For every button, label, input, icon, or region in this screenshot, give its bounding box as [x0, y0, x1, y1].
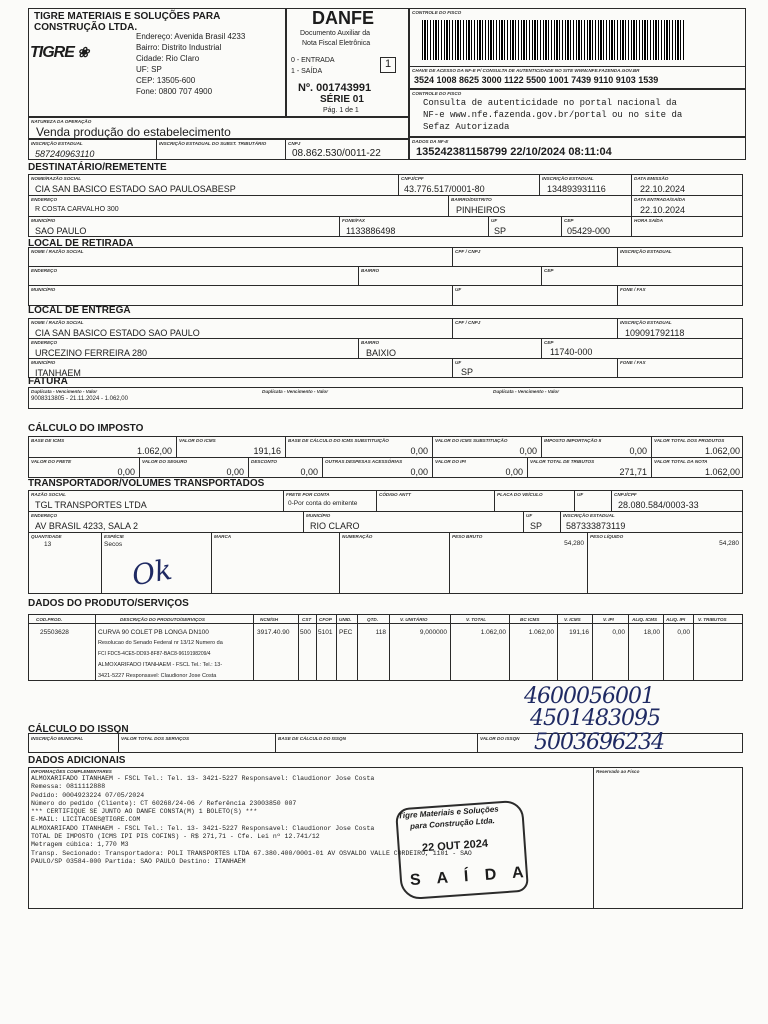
controle-label-2: CONTROLE DO FISCO [412, 91, 462, 96]
cell-vipi: 0,00 [612, 629, 625, 636]
dest-ie-label: INSCRIÇÃO ESTADUAL [542, 176, 594, 181]
consulta-line3: Sefaz Autorizada [423, 122, 510, 132]
base-icms-label: BASE DE ICMS [31, 438, 65, 443]
barcode [422, 20, 684, 60]
tr-ie: 587333873119 [566, 521, 626, 531]
stamp-line1: Tigre Materiais e Soluções [397, 804, 499, 821]
imp-v2 [285, 436, 286, 457]
col-cfop: CFOP [319, 617, 332, 622]
ent-ie-label: INSCRIÇÃO ESTADUAL [620, 320, 672, 325]
info-line: Metragem cúbica: 1,770 M3 [31, 841, 129, 849]
dest-uf: SP [494, 226, 507, 236]
dest-ie: 134893931116 [547, 184, 606, 194]
danfe-pagina: Pág. 1 de 1 [323, 107, 359, 114]
ent-nome: CIA SAN BASICO ESTADO SAO PAULO [35, 328, 200, 338]
emitente-cidade: Cidade: Rio Claro [136, 54, 200, 63]
seguro-label: VALOR DO SEGURO [142, 459, 188, 464]
ret-v6 [617, 285, 618, 306]
ent-cep-label: CEP [544, 340, 554, 345]
iss-v1 [118, 733, 119, 753]
tr-numeracao-label: NUMERAÇÃO [342, 534, 373, 539]
handwritten-ok: Ok [129, 552, 175, 593]
ret-fone-label: FONE / FAX [620, 287, 646, 292]
col-aliqipi: ALIQ. IPI [666, 617, 686, 622]
dest-v1 [398, 174, 399, 195]
consulta-line2: NF-e www.nfe.fazenda.gov.br/portal ou no site da [423, 110, 683, 120]
desconto-label: DESCONTO [251, 459, 277, 464]
tr-ie-label: INSCRIÇÃO ESTADUAL [563, 513, 615, 518]
tr-bruto-label: PESO BRUTO [452, 534, 483, 539]
desconto: 0,00 [300, 467, 318, 477]
imp-v8 [322, 457, 323, 478]
ie-label: INSCRIÇÃO ESTADUAL [31, 141, 83, 146]
danfe-tipo: 1 [385, 58, 392, 70]
prod-header-line [28, 623, 743, 624]
tr-v1 [283, 490, 284, 511]
emitente-cep: CEP: 13505-600 [136, 76, 196, 85]
cell-desc5: 3421-5227 Responsavel: Claudionor Jose Costa [98, 673, 217, 679]
tr-placa-label: PLACA DO VEÍCULO [497, 492, 543, 497]
prod-v8 [450, 614, 451, 681]
ent-bairro: BAIXIO [366, 348, 397, 358]
prod-v5 [336, 614, 337, 681]
importacao: 0,00 [629, 446, 647, 456]
ret-municipio-label: MUNICÍPIO [31, 287, 56, 292]
tr-v2 [376, 490, 377, 511]
cell-vicms: 191,16 [569, 629, 589, 636]
valor-icms: 191,16 [253, 446, 281, 456]
fatura-label1: Duplicata - Vencimento - Valor [31, 389, 98, 394]
info-line: ALMOXARIFADO ITANHAEM - FSCL Tel.: Tel. 13- 3421-5227 Responsavel: Claudionor Jose Costa [31, 824, 375, 832]
base-st-label: BASE DE CÁLCULO DO ICMS SUBSTITUIÇÃO [288, 438, 389, 443]
prod-v7 [389, 614, 390, 681]
ret-nome-label: NOME / RAZÃO SOCIAL [31, 249, 84, 254]
imp-v9 [432, 457, 433, 478]
dest-fone: 1133886498 [346, 226, 396, 236]
tr-endereco: AV BRASIL 4233, SALA 2 [35, 521, 139, 531]
tr-cnpj: 28.080.584/0003-33 [618, 500, 699, 510]
dest-row-line2 [28, 216, 743, 217]
tr-razao-label: RAZÃO SOCIAL [31, 492, 66, 497]
imp-v4 [541, 436, 542, 457]
fisco-label: Reservado ao Fisco [596, 769, 640, 774]
ret-v1 [452, 247, 453, 266]
prod-v4 [316, 614, 317, 681]
imp-v10 [527, 457, 528, 478]
imp-v3 [432, 436, 433, 457]
ret-v4 [541, 266, 542, 285]
tr-v9 [101, 532, 102, 594]
cell-vunit: 9,000000 [419, 629, 447, 636]
ipi: 0,00 [505, 467, 523, 477]
danfe-entrada: 0 - ENTRADA [291, 57, 335, 64]
cell-qtd: 118 [375, 629, 386, 636]
ie-value: 587240963110 [35, 149, 95, 159]
cnpj-value: 08.862.530/0011-22 [292, 148, 381, 159]
prod-v9 [509, 614, 510, 681]
dest-emissao: 22.10.2024 [640, 184, 686, 194]
cell-cst: 500 [300, 629, 311, 636]
col-ncm: NCM/SH [260, 617, 279, 622]
danfe-subtitle2: Nota Fiscal Eletrônica [302, 40, 371, 47]
info-line: Remessa: 0811112888 [31, 783, 106, 791]
emitente-fone: Fone: 0800 707 4900 [136, 87, 213, 96]
info-line: Número do pedido (Cliente): CT 60268/24-06 / Referência 23003850 007 [31, 799, 297, 807]
ret-bairro-label: BAIRRO [361, 268, 380, 273]
adicionais-heading: DADOS ADICIONAIS [28, 755, 126, 766]
dest-fone-label: FONE/FAX [342, 218, 365, 223]
ent-row-line1 [28, 338, 743, 339]
tr-especie: Secos [104, 541, 123, 548]
tr-v11 [339, 532, 340, 594]
emitente-endereco: Endereço: Avenida Brasil 4233 [136, 32, 246, 41]
retirada-box [28, 247, 743, 306]
imposto-heading: CÁLCULO DO IMPOSTO [28, 423, 144, 434]
dest-endereco: R COSTA CARVALHO 300 [35, 206, 119, 213]
dest-row-line1 [28, 195, 743, 196]
dest-saida: 22.10.2024 [640, 205, 686, 215]
ent-row-line2 [28, 358, 743, 359]
tigre-logo [30, 44, 88, 62]
col-cst: CST [302, 617, 312, 622]
outras: 0,00 [410, 467, 428, 477]
tr-v10 [211, 532, 212, 594]
dest-emissao-label: DATA EMISSÃO [634, 176, 669, 181]
col-vtributos: V. TRIBUTOS [698, 617, 727, 622]
total-nota-label: VALOR TOTAL DA NOTA [654, 459, 708, 464]
imp-row-line [28, 457, 743, 458]
dest-endereco-label: ENDEREÇO [31, 197, 58, 202]
dest-nome-label: NOME/RAZÃO SOCIAL [31, 176, 82, 181]
dest-v6 [488, 216, 489, 237]
ipi-label: VALOR DO IPI [435, 459, 466, 464]
stamp-saida: S A Í D A [409, 863, 531, 890]
tr-frete-label: FRETE POR CONTA [286, 492, 330, 497]
col-vicms: V. ICMS [564, 617, 581, 622]
tr-frete: 0-Por conta do emitente [288, 500, 358, 507]
tr-v7 [523, 511, 524, 532]
tr-municipio: RIO CLARO [310, 521, 360, 531]
dest-v3 [631, 174, 632, 237]
cell-desc1: CURVA 90 COLET PB LONGA DN100 [98, 629, 209, 636]
tr-cnpj-label: CNPJ/CPF [614, 492, 637, 497]
col-bcicms: BC ICMS [520, 617, 540, 622]
prod-v3 [298, 614, 299, 681]
tr-liquido: 54,280 [719, 540, 739, 547]
frete-label: VALOR DO FRETE [31, 459, 72, 464]
tr-row-line1 [28, 511, 743, 512]
valor-icms-label: VALOR DO ICMS [179, 438, 216, 443]
paw-icon: ❀ [77, 44, 89, 60]
iss-v2 [275, 733, 276, 753]
tr-endereco-label: ENDEREÇO [31, 513, 58, 518]
iss-inscricao-label: INSCRIÇÃO MUNICIPAL [31, 736, 84, 741]
ret-v3 [358, 266, 359, 285]
imp-v5 [651, 436, 652, 478]
dest-saida-label: DATA ENTRADA/SAÍDA [634, 197, 686, 202]
tr-liquido-label: PESO LÍQUIDO [590, 534, 624, 539]
prod-v1 [95, 614, 96, 681]
info-line: PAULO/SP 03584-000 Partida: SAO PAULO Destino: ITANHAEM [31, 857, 246, 865]
produtos-table [28, 614, 743, 681]
base-st: 0,00 [410, 446, 428, 456]
valor-st-label: VALOR DO ICMS SUBSTITUIÇÃO [435, 438, 508, 443]
total-produtos-label: VALOR TOTAL DOS PRODUTOS [654, 438, 725, 443]
ent-endereco-label: ENDEREÇO [31, 340, 58, 345]
dest-hora-label: HORA SAÍDA [634, 218, 663, 223]
ret-row-line2 [28, 285, 743, 286]
prod-v14 [693, 614, 694, 681]
danfe-numero: Nº. 001743991 [298, 82, 372, 94]
tr-razao: TGL TRANSPORTES LTDA [35, 500, 147, 510]
natureza-value: Venda produção do estabelecimento [36, 125, 231, 139]
cell-desc4: ALMOXARIFADO ITANHAEM - FSCL Tel.: Tel.: 13- [98, 662, 223, 668]
frete: 0,00 [117, 467, 135, 477]
tr-uf-label: UF [577, 492, 584, 497]
ret-cnpj-label: CPF / CNPJ [455, 249, 481, 254]
ent-v5 [452, 358, 453, 378]
tributos-label: VALOR TOTAL DE TRIBUTOS [530, 459, 595, 464]
tr-v6 [303, 511, 304, 532]
ent-v3 [358, 338, 359, 358]
outras-label: OUTRAS DESPESAS ACESSÓRIAS [325, 459, 403, 464]
col-aliqicms: ALIQ. ICMS [632, 617, 658, 622]
ent-cep: 11740-000 [550, 347, 593, 357]
cell-cfop: 5101 [318, 629, 333, 636]
issqn-heading: CÁLCULO DO ISSQN [28, 724, 129, 735]
prod-v6 [357, 614, 358, 681]
ret-cep-label: CEP [544, 268, 554, 273]
iss-valor-label: VALOR DO ISSQN [480, 736, 520, 741]
danfe-title: DANFE [312, 8, 374, 28]
cell-ncm: 3917.40.90 [257, 629, 290, 636]
emitente-name-line2: CONSTRUÇÃO LTDA. [34, 22, 138, 33]
fatura-label3: Duplicata - Vencimento - Valor [493, 389, 560, 394]
controle-divider [409, 66, 746, 67]
ret-v2 [617, 247, 618, 266]
natureza-label: NATUREZA DA OPERAÇÃO [31, 119, 92, 124]
ie-divider2 [285, 139, 286, 160]
dest-cnpj-label: CNPJ/CPF [401, 176, 424, 181]
dest-v7 [561, 216, 562, 237]
produtos-heading: DADOS DO PRODUTO/SERVIÇOS [28, 598, 189, 609]
prod-v13 [663, 614, 664, 681]
stamp-line2: para Construção Ltda. [409, 816, 496, 831]
tr-uf2-label: UF [526, 513, 533, 518]
tr-uf2: SP [530, 521, 543, 531]
cell-bcicms: 1.062,00 [528, 629, 554, 636]
dest-municipio: SAO PAULO [35, 226, 87, 236]
adic-divider [593, 767, 594, 909]
dest-uf-label: UF [491, 218, 498, 223]
controle-label: CONTROLE DO FISCO [412, 10, 462, 15]
ret-uf-label: UF [455, 287, 462, 292]
transportador-heading: TRANSPORTADOR/VOLUMES TRANSPORTADOS [28, 478, 265, 489]
ent-cnpj-label: CPF / CNPJ [455, 320, 481, 325]
ie-subst-label: INSCRIÇÃO ESTADUAL DO SUBST. TRIBUTÁRIO [159, 141, 267, 146]
entrega-heading: LOCAL DE ENTREGA [28, 305, 131, 316]
col-vipi: V. IPI [603, 617, 614, 622]
tr-qtd-label: QUANTIDADE [31, 534, 62, 539]
ent-v1 [452, 318, 453, 338]
col-unid: UNID. [339, 617, 352, 622]
ent-nome-label: NOME / RAZÃO SOCIAL [31, 320, 84, 325]
dest-v2 [539, 174, 540, 195]
importacao-label: IMPOSTO IMPORTAÇÃO II [544, 438, 602, 443]
ent-v4 [541, 338, 542, 358]
ent-v6 [617, 358, 618, 378]
tr-v8 [560, 511, 561, 532]
prod-v11 [592, 614, 593, 681]
info-line: E-MAIL: LICITACOES@TIGRE.COM [31, 816, 141, 824]
handwritten-number-3: 5003696234 [534, 730, 664, 755]
ent-municipio-label: MUNICÍPIO [31, 360, 56, 365]
cell-aliqicms: 18,00 [643, 629, 660, 636]
fatura-label2: Duplicata - Vencimento - Valor [262, 389, 329, 394]
info-label: INFORMAÇÕES COMPLEMENTARES [31, 769, 112, 774]
base-icms: 1.062,00 [136, 446, 172, 456]
danfe-serie: SÉRIE 01 [320, 94, 364, 105]
col-vtotal: V. TOTAL [466, 617, 487, 622]
prod-v2 [253, 614, 254, 681]
iss-base-label: BASE DE CÁLCULO DO ISSQN [278, 736, 346, 741]
col-qtd: QTD. [367, 617, 378, 622]
danfe-subtitle1: Documento Auxiliar da [300, 30, 371, 37]
ret-ie-label: INSCRIÇÃO ESTADUAL [620, 249, 672, 254]
protocolo-value: 135242381158799 22/10/2024 08:11:04 [416, 146, 612, 158]
iss-servicos-label: VALOR TOTAL DOS SERVIÇOS [121, 736, 190, 741]
ent-ie: 109091792118 [625, 328, 685, 338]
cell-cod: 25503628 [40, 629, 69, 636]
col-vunit: V. UNITÁRIO [400, 617, 428, 622]
tigre-logo-text: TIGRE [30, 44, 74, 61]
imp-v1 [176, 436, 177, 457]
cell-aliqipi: 0,00 [677, 629, 690, 636]
tr-especie-label: ESPÉCIE [104, 534, 124, 539]
ret-endereco-label: ENDEREÇO [31, 268, 58, 273]
emitente-uf: UF: SP [136, 65, 162, 74]
tr-row-line2 [28, 532, 743, 533]
chave-label: CHAVE DE ACESSO DA NF-E P/ CONSULTA DE AUTENTICIDADE NO SITE WWW.NFE.FAZENDA.GOV.BR [412, 68, 640, 73]
tr-municipio-label: MUNICÍPIO [306, 513, 331, 518]
imp-v6 [139, 457, 140, 478]
cell-vtotal: 1.062,00 [480, 629, 506, 636]
protocolo-label: DADOS DA NF-E [412, 139, 449, 144]
ret-v5 [452, 285, 453, 306]
prod-v12 [628, 614, 629, 681]
info-line: TOTAL DE IMPOSTO (ICMS IPI PIS COFINS) - R$ 271,71 - Cfe. Lei nº 12.741/12 [31, 833, 320, 841]
chave-acesso: 3524 1008 8625 3000 1122 5500 1001 7439 9110 9103 1539 [414, 75, 659, 85]
tr-antt-label: CÓDIGO ANTT [379, 492, 411, 497]
info-line: Pedido: 0004923224 07/05/2024 [31, 791, 145, 799]
tr-v5 [611, 490, 612, 511]
total-nota: 1.062,00 [704, 467, 740, 477]
ie-divider1 [156, 139, 157, 160]
tr-v13 [587, 532, 588, 594]
consulta-line1: Consulta de autenticidade no portal nacional da [423, 98, 677, 108]
dest-bairro: PINHEIROS [456, 205, 506, 215]
dest-nome: CIA SAN BASICO ESTADO SAO PAULOSABESP [35, 184, 236, 194]
tr-marca-label: MARCA [214, 534, 232, 539]
dest-municipio-label: MUNICÍPIO [31, 218, 56, 223]
dest-v4 [448, 195, 449, 216]
seguro: 0,00 [226, 467, 244, 477]
cell-desc3: FCI FDC5-4CE5-DD93-8F87-BAC8-9619198209/4 [98, 651, 211, 657]
fatura-heading: FATURA [28, 376, 68, 387]
fatura-box [28, 387, 743, 409]
tr-bruto: 54,280 [564, 540, 584, 547]
ret-row-line1 [28, 266, 743, 267]
dest-cep-label: CEP [564, 218, 574, 223]
tr-v4 [574, 490, 575, 511]
tributos: 271,71 [619, 467, 647, 477]
ent-uf: SP [461, 367, 474, 377]
destinatario-heading: DESTINATÁRIO/REMETENTE [28, 162, 167, 173]
total-produtos: 1.062,00 [704, 446, 740, 456]
valor-st: 0,00 [519, 446, 537, 456]
dest-cep: 05429-000 [567, 226, 611, 236]
col-codprod: COD.PROD. [36, 617, 63, 622]
prod-v10 [557, 614, 558, 681]
fatura-value1: 9008313805 - 21.11.2024 - 1.062,00 [31, 396, 128, 402]
info-line: ALMOXARIFADO ITANHAEM - FSCL Tel.: Tel. 13- 3421-5227 Responsavel: Claudionor Jose Costa [31, 775, 375, 782]
stamp-date: 22 OUT 2024 [421, 837, 489, 855]
emitente-name-line1: TIGRE MATERIAIS E SOLUÇÕES PARA [34, 11, 221, 22]
iss-v3 [477, 733, 478, 753]
tr-v3 [494, 490, 495, 511]
retirada-heading: LOCAL DE RETIRADA [28, 238, 134, 249]
dest-cnpj: 43.776.517/0001-80 [404, 184, 485, 194]
emitente-bairro: Bairro: Distrito Industrial [136, 43, 222, 52]
handwritten-number-2: 4501483095 [530, 706, 660, 731]
tr-qtd: 13 [44, 541, 52, 548]
ent-bairro-label: BAIRRO [361, 340, 380, 345]
handwritten-number-1: 4600056001 [524, 684, 654, 709]
ent-v2 [617, 318, 618, 338]
ent-municipio: ITANHAEM [35, 368, 81, 378]
col-descricao: DESCRIÇÃO DO PRODUTO/SERVIÇOS [120, 617, 205, 622]
cnpj-label: CNPJ [288, 141, 301, 146]
cell-desc2: Resolucao do Senado Federal nr 13/12 Numero da [98, 640, 223, 646]
dest-v5 [339, 216, 340, 237]
info-line: *** CERTIFIQUE SE JUNTO AO DANFE CONSTA(M) 1 BOLETO(S) *** [31, 808, 258, 816]
dest-bairro-label: BAIRRO/DISTRITO [451, 197, 492, 202]
danfe-saida: 1 - SAÍDA [291, 68, 323, 75]
ent-uf-label: UF [455, 360, 462, 365]
ent-fone-label: FONE / FAX [620, 360, 646, 365]
info-line: Transp. Secionado: Transportadora: POLI TRANSPORTES LTDA 67.380.400/0001-01 AV OSVALDO VALLE CORDEIRO, 1101 - SAO [31, 849, 472, 857]
imp-v7 [248, 457, 249, 478]
ent-endereco: URCEZINO FERREIRA 280 [35, 348, 148, 358]
cell-unid: PEC [339, 629, 353, 636]
tr-v12 [449, 532, 450, 594]
